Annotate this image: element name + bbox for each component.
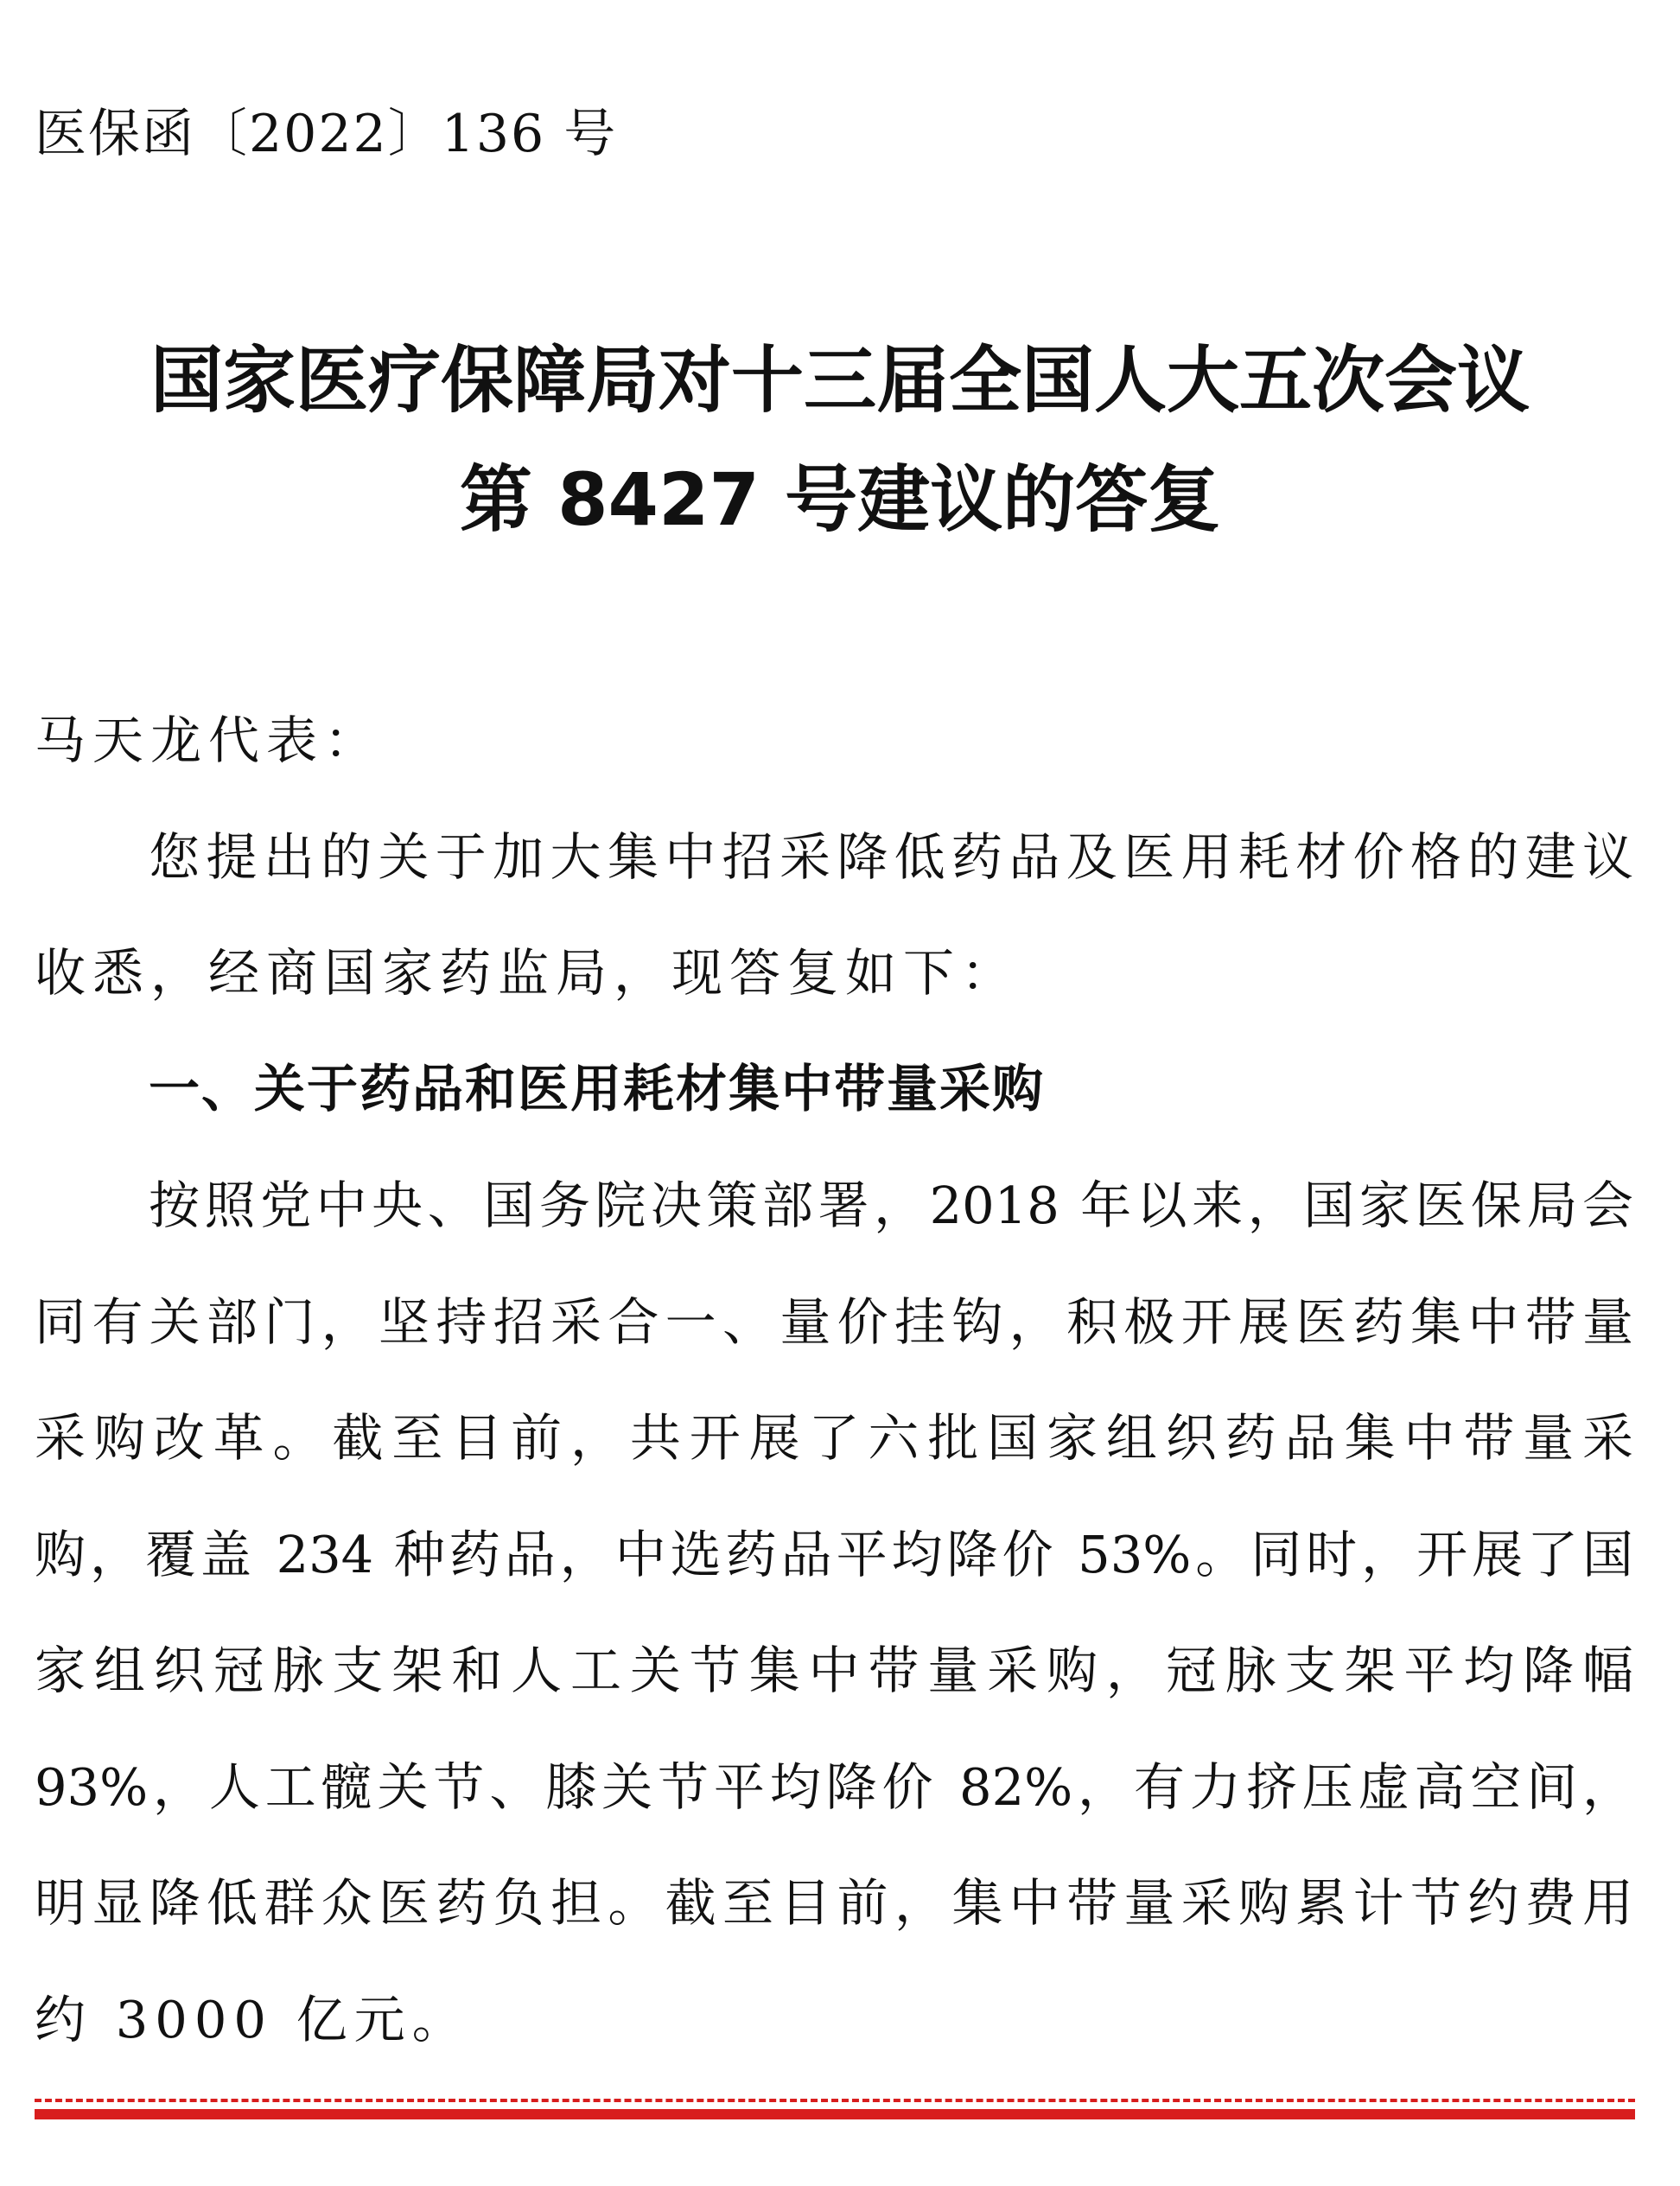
- body-line: 家组织冠脉支架和人工关节集中带量采购，冠脉支架平均降幅: [35, 1641, 1633, 1700]
- body-line: 购，覆盖 234 种药品，中选药品平均降价 53%。同时，开展了国: [35, 1525, 1633, 1584]
- body-line: 93%，人工髋关节、膝关节平均降价 82%，有力挤压虚高空间，: [35, 1757, 1633, 1817]
- body-line: 明显降低群众医药负担。截至目前，集中带量采购累计节约费用: [35, 1873, 1633, 1933]
- salutation: 马天龙代表：: [35, 711, 383, 770]
- section-heading: 一、关于药品和医用耗材集中带量采购: [149, 1059, 1046, 1118]
- red-divider-solid: [35, 2109, 1635, 2119]
- document-title-line-2: 第 8427 号建议的答复: [459, 457, 1221, 542]
- body-line: 同有关部门，坚持招采合一、量价挂钩，积极开展医药集中带量: [35, 1292, 1633, 1352]
- body-line: 收悉，经商国家药监局，现答复如下：: [35, 943, 1020, 1003]
- red-divider-dashed: [35, 2099, 1635, 2102]
- document-number: 医保函〔2022〕136 号: [35, 104, 618, 164]
- body-line: 您提出的关于加大集中招采降低药品及医用耗材价格的建议: [149, 827, 1633, 887]
- body-line: 按照党中央、国务院决策部署，2018 年以来，国家医保局会: [149, 1176, 1633, 1235]
- body-line: 采购改革。截至目前，共开展了六批国家组织药品集中带量采: [35, 1408, 1633, 1468]
- document-title-line-1: 国家医疗保障局对十三届全国人大五次会议: [150, 338, 1530, 423]
- body-line: 约 3000 亿元。: [35, 1990, 470, 2049]
